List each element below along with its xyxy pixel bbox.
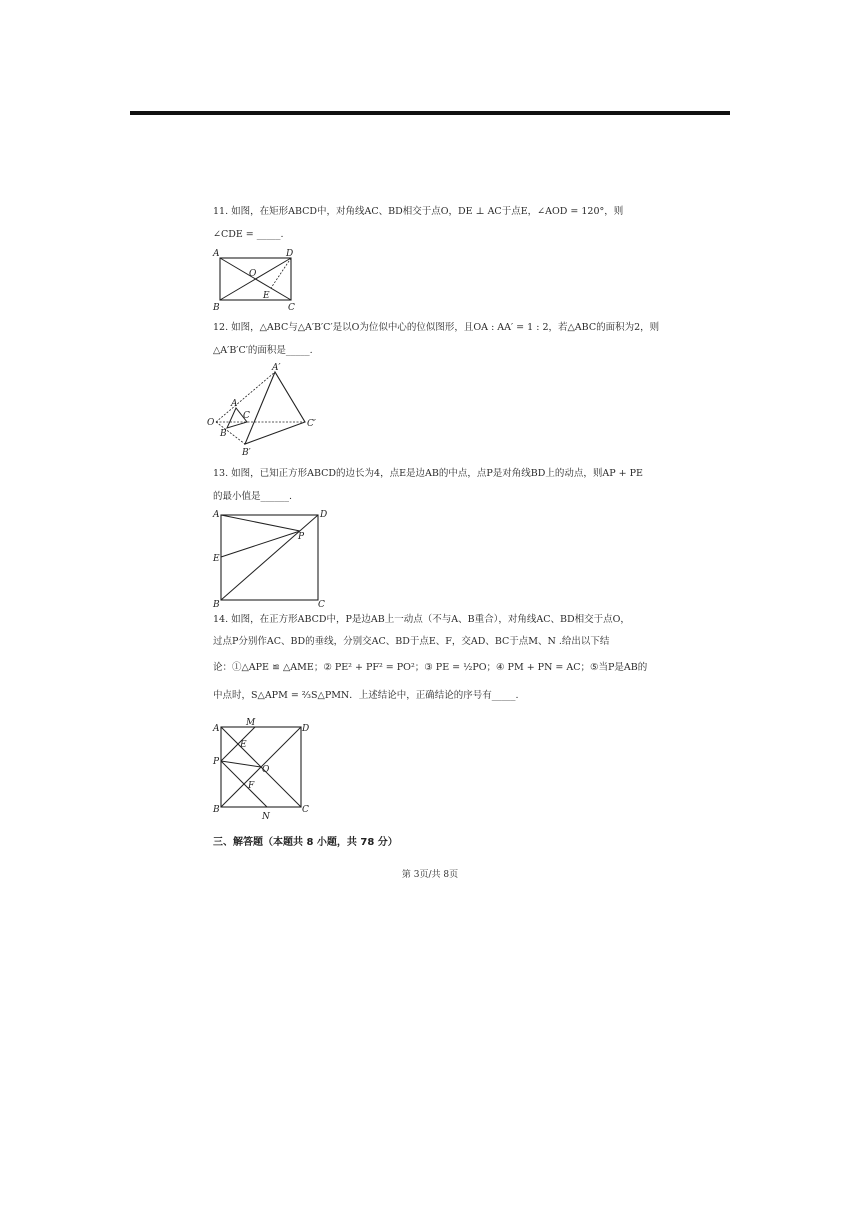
q13-label-c: C xyxy=(318,600,325,610)
q14-label-f: F xyxy=(248,781,255,791)
q13-label-p: P xyxy=(298,532,305,542)
q14-label-n: N xyxy=(262,812,270,822)
q12-label-a1: A′ xyxy=(272,363,281,373)
q11-label-d: D xyxy=(286,249,294,259)
q13-label-a: A xyxy=(213,510,220,520)
q11-text-line2: ∠CDE = _____. xyxy=(213,229,284,240)
q14-text-line2: 过点P分别作AC、BD的垂线，分别交AC、BD于点E、F，交AD、BC于点M、N .给出以下结 xyxy=(213,636,610,647)
q14-label-a: A xyxy=(213,724,220,734)
q11-label-b: B xyxy=(213,303,220,313)
q11-label-o: O xyxy=(249,269,257,279)
q13-label-d: D xyxy=(320,510,328,520)
q14-label-p: P xyxy=(213,757,220,767)
section-title: 三、解答题（本题共 8 小题，共 78 分） xyxy=(213,837,398,848)
q13-label-b: B xyxy=(213,600,220,610)
q14-label-m: M xyxy=(246,718,256,728)
q11-text-line1: 11. 如图，在矩形ABCD中，对角线AC、BD相交于点O，DE ⊥ AC于点E，∠AOD = 120°，则 xyxy=(213,206,624,217)
q13-figure xyxy=(206,506,332,610)
page-footer: 第 3页/共 8页 xyxy=(401,870,459,880)
segment-po xyxy=(221,761,261,767)
segment-de xyxy=(271,258,291,288)
q14-text-line1: 14. 如图，在正方形ABCD中，P是边AB上一动点（不与A、B重合），对角线AC、BD相交于点O， xyxy=(213,614,630,625)
q14-label-e: E xyxy=(240,740,247,750)
q14-label-d: D xyxy=(302,724,310,734)
diagonal-bd xyxy=(221,515,318,600)
q13-text-line2: 的最小值是______. xyxy=(213,491,293,502)
header-rule xyxy=(130,111,730,115)
q14-label-b: B xyxy=(213,805,220,815)
q14-label-o: O xyxy=(262,765,270,775)
q12-text-line1: 12. 如图，△ABC与△A′B′C′是以O为位似中心的位似图形，且OA : AA′ = 1 : 2，若△ABC的面积为2，则 xyxy=(213,322,660,333)
segment-pe xyxy=(221,531,300,557)
q12-label-b1: B′ xyxy=(242,448,251,458)
q14-figure xyxy=(206,714,316,822)
q12-label-a: A xyxy=(231,399,238,409)
q14-text-line4: 中点时，S△APM = ⅔S△PMN．上述结论中，正确结论的序号有_____. xyxy=(213,690,519,701)
q12-figure xyxy=(206,362,326,462)
q12-label-c: C xyxy=(243,411,250,421)
q14-label-c: C xyxy=(302,805,309,815)
q12-text-line2: △A′B′C′的面积是_____. xyxy=(213,345,313,356)
q14-text-line3: 论：①△APE ≌ △AME；② PE² + PF² = PO²；③ PE = ½PO；④ PM + PN = AC；⑤当P是AB的 xyxy=(213,662,648,673)
q12-label-c1: C′ xyxy=(307,419,316,429)
q12-label-b: B xyxy=(220,429,227,439)
triangle-a1b1c1 xyxy=(245,372,305,444)
q11-label-e: E xyxy=(263,291,270,301)
q13-text-line1: 13. 如图，已知正方形ABCD的边长为4，点E是边AB的中点，点P是对角线BD上的动点，则AP + PE xyxy=(213,468,643,479)
q11-label-a: A xyxy=(213,249,220,259)
segment-ap xyxy=(221,515,300,531)
q12-label-o: O xyxy=(207,418,215,428)
q13-label-e: E xyxy=(213,554,220,564)
q11-label-c: C xyxy=(288,303,295,313)
q11-figure xyxy=(208,246,308,314)
